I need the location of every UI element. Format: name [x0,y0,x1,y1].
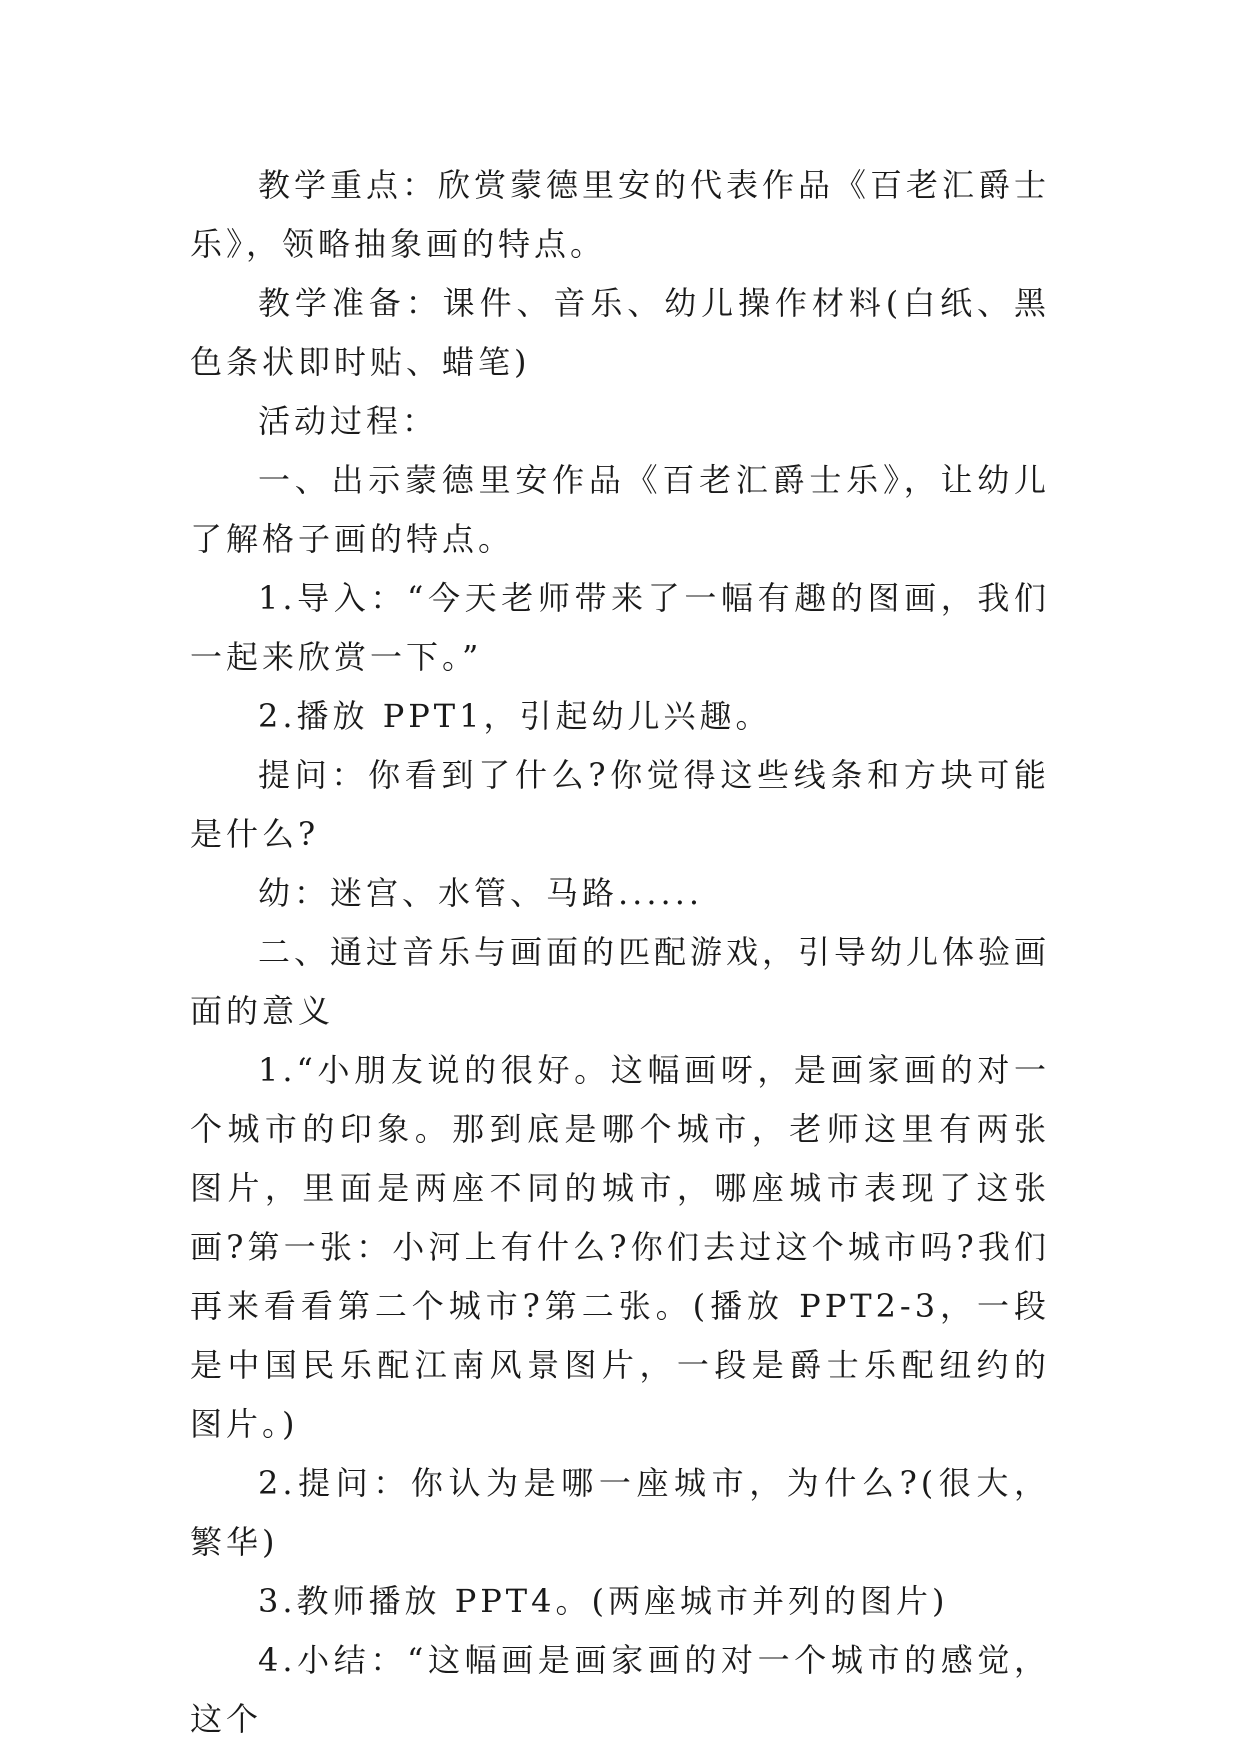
paragraph-section-two-step-4: 4.小结：“这幅画是画家画的对一个城市的感觉，这个 [190,1641,1050,1738]
paragraph-activity-process-heading: 活动过程： [258,402,439,440]
paragraph-children-answer: 幼：迷宫、水管、马路...... [258,874,704,912]
paragraph-teaching-preparation: 教学准备：课件、音乐、幼儿操作材料(白纸、黑色条状即时贴、蜡笔) [190,284,1050,381]
paragraph-step-1-intro: 1.导入：“今天老师带来了一幅有趣的图画，我们一起来欣赏一下。” [190,579,1050,676]
paragraph-teaching-focus: 教学重点：欣赏蒙德里安的代表作品《百老汇爵士乐》，领略抽象画的特点。 [190,166,1051,263]
document-body [190,156,1050,1749]
paragraph-section-two-step-3: 3.教师播放 PPT4。(两座城市并列的图片) [258,1582,949,1620]
paragraph-section-two-step-1: 1.“小朋友说的很好。这幅画呀，是画家画的对一个城市的印象。那到底是哪个城市，老师这里有两张图片，里面是两座不同的城市，哪座城市表现了这张画?第一张：小河上有什么?你们去过这个城市吗?我们再来看看第二个城市?第二张。(播放 PPT2-3，一段是中国民乐配江南风景图片，一段是爵士乐配纽约的图片。) [190,1051,1050,1443]
paragraph-section-two: 二、通过音乐与画面的匹配游戏，引导幼儿体验画面的意义 [190,933,1051,1030]
paragraph-question: 提问：你看到了什么?你觉得这些线条和方块可能是什么? [190,756,1050,853]
paragraph-step-2-ppt1: 2.播放 PPT1，引起幼儿兴趣。 [258,697,772,735]
paragraph-section-two-step-2: 2.提问：你认为是哪一座城市，为什么?(很大，繁华) [190,1464,1050,1561]
paragraph-section-one: 一、出示蒙德里安作品《百老汇爵士乐》，让幼儿了解格子画的特点。 [190,461,1050,558]
